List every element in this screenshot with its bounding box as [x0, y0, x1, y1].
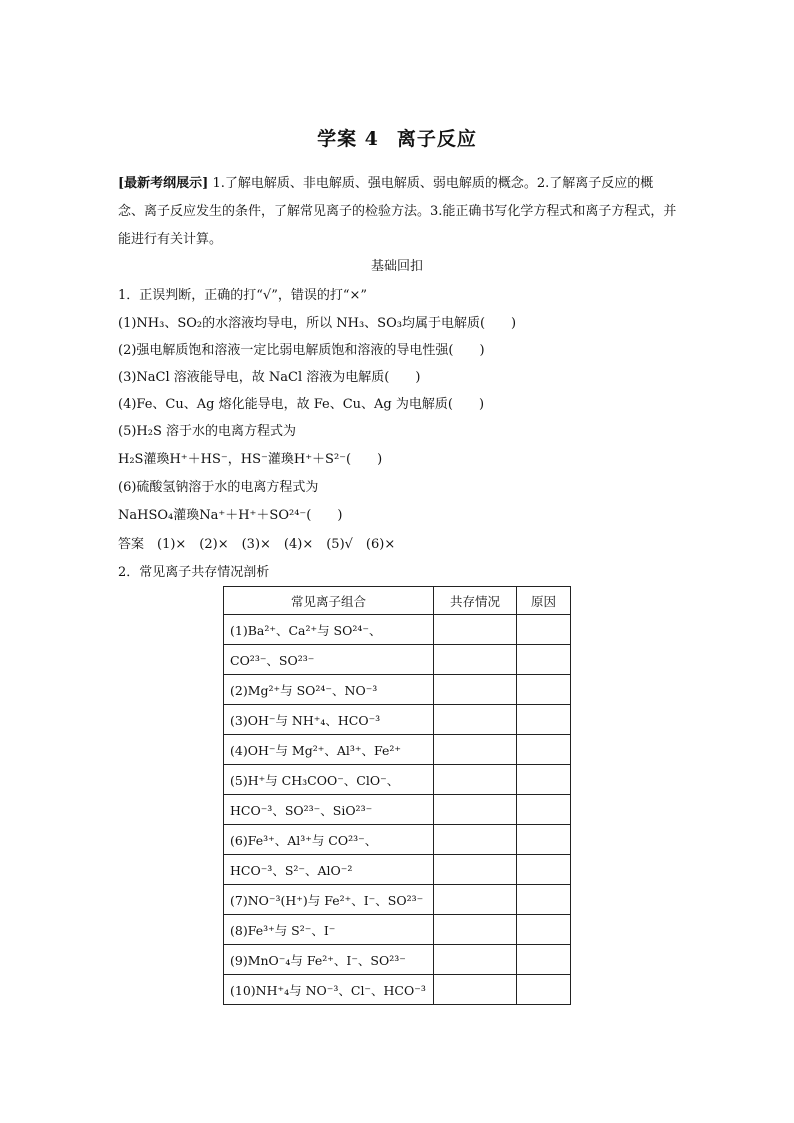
table-cell [434, 795, 517, 825]
table-cell [434, 705, 517, 735]
q1-item: (5)H₂S 溶于水的电离方程式为 [118, 424, 297, 439]
table-cell [517, 825, 571, 855]
table-cell: HCO⁻³、S²⁻、AlO⁻² [224, 855, 434, 885]
table-cell: (9)MnO⁻₄与 Fe²⁺、I⁻、SO²³⁻ [224, 945, 434, 975]
table-cell [434, 765, 517, 795]
table-row [224, 915, 571, 945]
ion-coexistence-table [223, 586, 571, 1005]
table-row [224, 885, 571, 915]
table-row [224, 795, 571, 825]
table-cell [434, 675, 517, 705]
table-row [224, 975, 571, 1005]
q1-heading: 1．正误判断，正确的打“√”，错误的打“×” [118, 288, 368, 303]
table-cell: (3)OH⁻与 NH⁺₄、HCO⁻³ [224, 705, 434, 735]
table-cell: (6)Fe³⁺、Al³⁺与 CO²³⁻、 [224, 825, 434, 855]
table-cell: (2)Mg²⁺与 SO²⁴⁻、NO⁻³ [224, 675, 434, 705]
title-main: 学案 4 [317, 128, 379, 150]
column-header: 共存情况 [434, 587, 517, 615]
table-cell [434, 825, 517, 855]
table-cell [434, 915, 517, 945]
q1-item: (3)NaCl 溶液能导电，故 NaCl 溶液为电解质( ) [118, 370, 421, 385]
table-cell [434, 945, 517, 975]
table-cell: HCO⁻³、SO²³⁻、SiO²³⁻ [224, 795, 434, 825]
table-cell [517, 975, 571, 1005]
table-cell [517, 795, 571, 825]
table-cell [517, 705, 571, 735]
table-cell: (4)OH⁻与 Mg²⁺、Al³⁺、Fe²⁺ [224, 735, 434, 765]
syllabus-intro [118, 170, 678, 254]
table-cell [517, 915, 571, 945]
q1-item: H₂S灌瑍H⁺＋HS⁻，HS⁻灌瑍H⁺＋S²⁻( ) [118, 452, 383, 467]
table-cell [517, 855, 571, 885]
q1-item: NaHSO₄灌瑍Na⁺＋H⁺＋SO²⁴⁻( ) [118, 508, 343, 523]
q1-item: (4)Fe、Cu、Ag 熔化能导电，故 Fe、Cu、Ag 为电解质( ) [118, 397, 485, 412]
table-row [224, 675, 571, 705]
table-cell [434, 645, 517, 675]
table-cell [517, 735, 571, 765]
q1-item: (2)强电解质饱和溶液一定比弱电解质饱和溶液的导电性强( ) [118, 343, 485, 358]
syllabus-tag: [最新考纲展示] [118, 176, 209, 191]
column-header: 原因 [517, 587, 571, 615]
table-cell [517, 675, 571, 705]
table-row [224, 705, 571, 735]
table-cell: (1)Ba²⁺、Ca²⁺与 SO²⁴⁻、 [224, 615, 434, 645]
q1-item: (6)硫酸氢钠溶于水的电离方程式为 [118, 480, 319, 495]
table-cell: CO²³⁻、SO²³⁻ [224, 645, 434, 675]
table-cell [434, 735, 517, 765]
section-heading: 基础回扣 [370, 259, 423, 274]
table-cell [517, 645, 571, 675]
table-cell [517, 615, 571, 645]
table-cell [517, 945, 571, 975]
syllabus-text: 1.了解电解质、非电解质、强电解质、弱电解质的概念。2.了解离子反应的概念、离子反应发生的条件，了解常见离子的检验方法。3.能正确书写化学方程式和离子方程式，并能进行有关计算。 [118, 176, 677, 247]
table-row [224, 765, 571, 795]
table-cell [517, 765, 571, 795]
q2-heading: 2．常见离子共存情况剖析 [118, 565, 270, 580]
table-row [224, 855, 571, 885]
q1-answer: 答案 (1)× (2)× (3)× (4)× (5)√ (6)× [118, 537, 396, 552]
table-cell [434, 975, 517, 1005]
table-row [224, 645, 571, 675]
table-header-row [224, 587, 571, 615]
table-cell: (8)Fe³⁺与 S²⁻、I⁻ [224, 915, 434, 945]
table-cell: (5)H⁺与 CH₃COO⁻、ClO⁻、 [224, 765, 434, 795]
table-row [224, 735, 571, 765]
table-cell [517, 885, 571, 915]
table-row [224, 825, 571, 855]
title-sub: 离子反应 [396, 128, 477, 150]
column-header: 常见离子组合 [224, 587, 434, 615]
q1-item: (1)NH₃、SO₂的水溶液均导电，所以 NH₃、SO₃均属于电解质( ) [118, 316, 517, 331]
table-row [224, 945, 571, 975]
page-title [0, 124, 794, 151]
table-cell [434, 615, 517, 645]
table-row [224, 615, 571, 645]
table-cell [434, 885, 517, 915]
table-cell: (7)NO⁻³(H⁺)与 Fe²⁺、I⁻、SO²³⁻ [224, 885, 434, 915]
table-cell [434, 855, 517, 885]
table-cell: (10)NH⁺₄与 NO⁻³、Cl⁻、HCO⁻³ [224, 975, 434, 1005]
